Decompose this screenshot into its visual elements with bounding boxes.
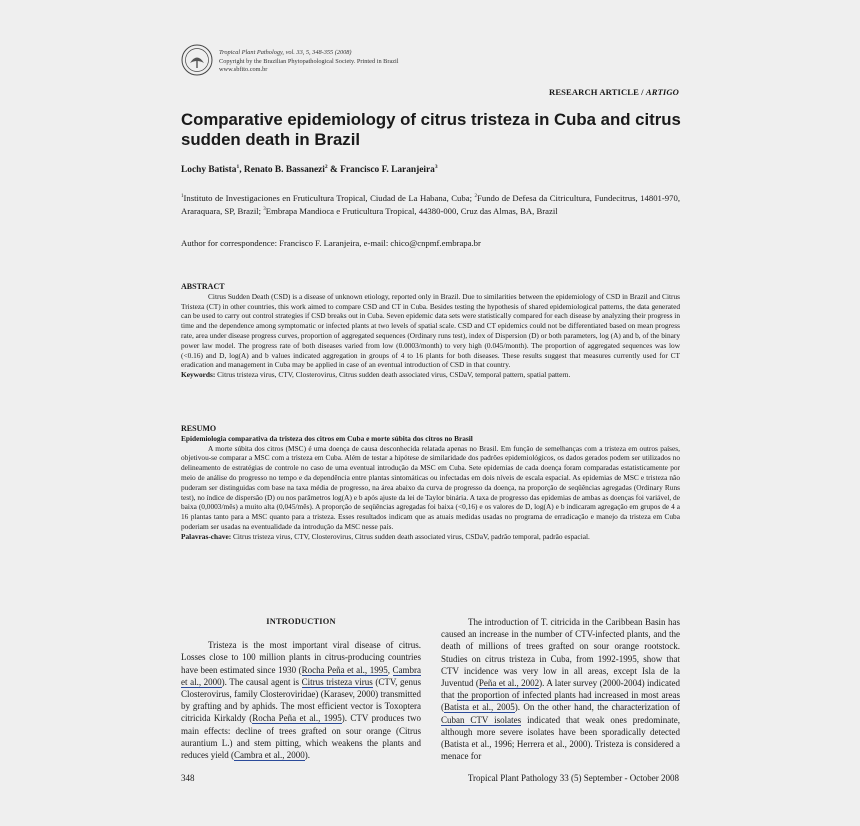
correspondence-line: Author for correspondence: Francisco F. Laranjeira, e-mail: chico@cnpmf.embrapa.br [181, 238, 481, 248]
journal-header [219, 49, 399, 75]
resumo-section [181, 424, 680, 542]
introduction-left-column [181, 616, 421, 761]
keywords-line: Keywords: Citrus tristeza virus, CTV, Closterovirus, Citrus sudden death associated virus, CSDaV, temporal pattern, spatial pattern. [181, 370, 571, 380]
palavras-chave-line: Palavras-chave: Citrus tristeza virus, CTV, Closterovirus, Citrus sudden death associated virus, CSDaV, padrão temporal, padrão espacial. [181, 531, 590, 541]
resumo-heading: RESUMO [181, 424, 217, 433]
citation-link[interactable]: Cuban CTV isolates [441, 714, 522, 725]
author-name: Francisco F. Laranjeira [340, 165, 435, 176]
citation-link[interactable]: Peña et al., 2002 [478, 678, 540, 689]
introduction-paragraph: The introduction of T. citricida in the Caribbean Basin has caused an increase in the number of CTV-infected plants, and the death of millions of trees grafted on sour orange rootstock. Studies on citrus tristeza in Cuba, from 1992-1995, show that CTV incidence was very low in all areas, except Isla de la Juventud (Peña et al., 2002). A later survey (2000-2004) indicated that the proportion of infected plants had increased in most areas (Batista et al., 2005). On the other hand, the characterization of Cuban CTV isolates indicated that weak ones predominate, although more severe isolates have been sporadically detected (Batista et al., 1996; Herrera et al., 2000). Tristeza is considered a menace for [441, 617, 680, 762]
abstract-heading: ABSTRACT [181, 282, 225, 291]
introduction-paragraph: Tristeza is the most important viral disease of citrus. Losses close to 100 million plants in citrus-producing countries have been estimated since 1930 (Rocha Peña et al., 1995, Cambra et al., 2000). The causal agent is Citrus tristeza virus (CTV, genus Closterovirus, family Closteroviridae) (Karasev, 2000) transmitted by grafting and by aphids. The most efficient vector is Toxoptera citricida Kirkaldy (Rocha Peña et al., 1995). CTV produces two main effects: decline of trees grafted on sour orange (Citrus aurantium L.) and stem pitting, which weakens the plants and reduces yield (Cambra et al., 2000). [181, 640, 422, 761]
abstract-text: Citrus Sudden Death (CSD) is a disease of unknown etiology, reported only in Brazil. Due to similarities between the epidemiology of CSD in Brazil and Citrus Tristeza (CT) in other countries, this work aimed to compare CSD and CT in Cuba. Besides testing the hypothesis of shared epidemiological patterns, the data generated can be used to carry out control strategies if CSD breaks out in Cuba. Seven epidemic data sets were statistically compared for each disease by analyzing their progress in time and the dependence among symptomatic or infected plants at two levels of spatial scale. CSD and CT epidemics could not be differentiated based on mean progress rate, area under disease progress curves, proportion of aggregated sequences (Ordinary runs test), index of Dispersion (D) or both parameters, log (A) and b, of the binary power law model. The progress rate of both diseases varied from low (0.0003/month) to very high (0.045/month). The proportion of aggregated sequences was low (<0.16) and D, log(A) and b values indicated aggregation in groups of 4 to 16 plants for both diseases. These results suggest that measures currently used for CT eradication and management in Cuba may be applied in case of an eventual introduction of CSD in that country. [181, 291, 681, 370]
society-seal-icon [181, 44, 213, 76]
article-type-label: RESEARCH ARTICLE / ARTIGO [549, 87, 679, 97]
citation-link[interactable]: Rocha Peña et al., 1995 [252, 713, 342, 724]
page-number: 348 [181, 773, 195, 783]
citation-link[interactable]: the proportion of infected plants had increased in most areas [457, 690, 680, 701]
citation-link[interactable]: Cambra et al., 2000 [181, 664, 421, 687]
author-list: Lochy Batista$^1$, Renato B. Bassanezi$^2$ & Francisco F. Laranjeira$^3$ [181, 164, 438, 176]
journal-url[interactable]: www.sbfito.com.br [219, 66, 268, 74]
citation-link[interactable]: Batista et al., 2005 [444, 702, 515, 713]
introduction-right-column [441, 616, 680, 762]
paper-title: Comparative epidemiology of citrus tristeza in Cuba and citrus sudden death in Brazil [181, 110, 681, 149]
copyright-line: Copyright by the Brazilian Phytopathological Society. Printed in Brazil [219, 57, 399, 65]
journal-line: Tropical Plant Pathology, vol. 33, 5, 348-355 (2008) [219, 49, 352, 56]
footer-journal: Tropical Plant Pathology 33 (5) September - October 2008 [467, 773, 679, 783]
introduction-heading: INTRODUCTION [266, 617, 336, 626]
resumo-subtitle: Epidemiologia comparativa da tristeza dos citros em Cuba e morte súbita dos citros no Brasil [181, 433, 473, 443]
abstract-section [181, 282, 680, 380]
affiliations: $^1$Instituto de Investigaciones en Fruticultura Tropical, Ciudad de La Habana, Cuba; $^2$Fundo de Defesa da Citricultura, Fundecitrus, 14801-970, Araraquara, SP, Brazil; $^3$Embrapa Mandioca e Fruticultura Tropical, 44380-000, Cruz das Almas, BA, Brazil [181, 192, 680, 217]
citation-link[interactable]: Citrus tristeza virus [301, 676, 373, 687]
author-name: Renato B. Bassanezi [243, 165, 325, 176]
citation-link[interactable]: Cambra et al., 2000 [233, 750, 305, 761]
resumo-text: A morte súbita dos citros (MSC) é uma doença de causa desconhecida relatada apenas no Brasil. Em função de semelhanças com a tristeza em outros países, objetivou-se comparar a MSC com a tristeza em Cuba. Além de testar a hipótese de similaridade dos padrões epidemiológicos, os dados gerados podem ser utilizados no delineamento de estratégias de controle no caso de uma eventual introdução da MSC em Cuba. Sete epidemias de cada doença foram comparadas estatisticamente por meio de análise do progresso no tempo e da dependência entre plantas sintomáticas ou infectadas em dois níveis de escala espacial. As epidemias de MSC e tristeza não puderam ser distinguidas com base na taxa média de progresso, na área abaixo da curva de progresso da doença, na proporção de seqüências agregadas (Ordinary Runs test), no índice de dispersão (D) ou nos parâmetros log(A) e b após ajuste da lei de Taylor binária. A taxa de progresso das epidemias de ambas as doenças foi variável, de baixa (0,0003/mês) a muito alta (0,045/mês). A proporção de seqüências agregadas foi baixa (<0,16) e os valores de D, log(A) e b indicaram agregação em grupos de 4 a 16 plantas tanto para a MSC quanto para a tristeza. Esses resultados indicam que as atuais medidas usadas no programa de erradicação e manejo da tristeza em Cuba poderiam ser usadas na eventualidade da introdução da MSC nesse país. [181, 443, 680, 531]
author-name: Lochy Batista [181, 165, 237, 176]
citation-link[interactable]: Rocha Peña et al., 1995 [301, 664, 388, 675]
